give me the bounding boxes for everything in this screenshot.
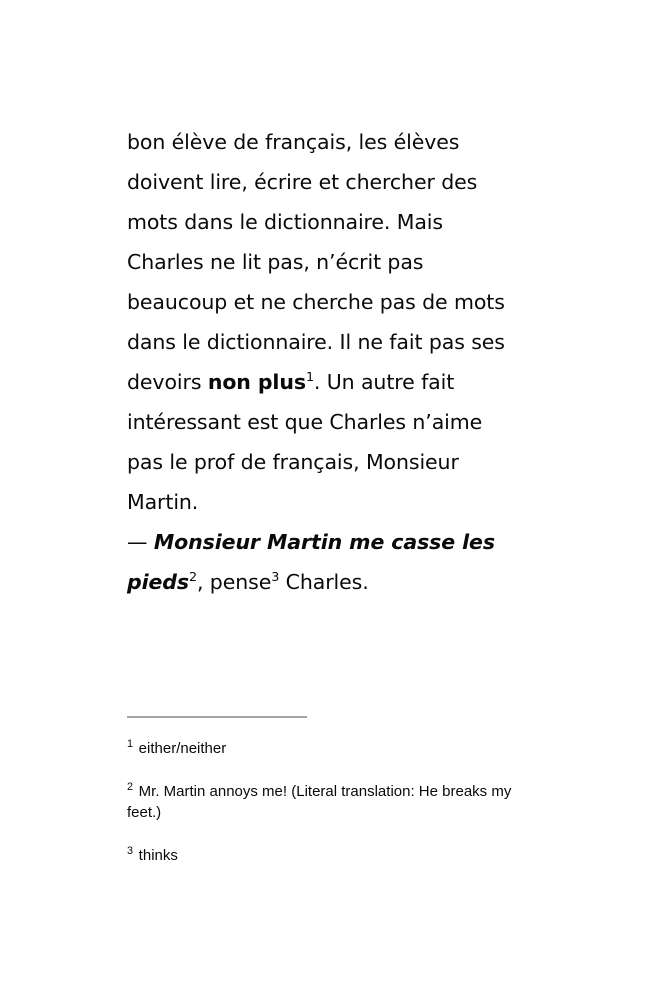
footnote-item	[127, 738, 517, 759]
footnote-list	[127, 738, 517, 866]
dialogue-em-dash: —	[127, 530, 154, 554]
footnote-marker: 2	[127, 781, 134, 793]
paragraph-text-part-1: bon élève de français, les élèves doivent lire, écrire et chercher des mots dans le dictionnaire. Mais Charles ne lit pas, n’écrit pas beaucoup et ne cherche pas de mots dans le dictionnaire. Il ne fait pas ses devoirs	[127, 130, 505, 394]
dialogue-quote-text: Monsieur Martin me casse les pieds	[127, 530, 495, 594]
paragraph-narrative	[127, 122, 521, 522]
footnote-ref-2[interactable]: 2	[188, 569, 197, 585]
footnote-item	[127, 781, 517, 823]
body-text-block	[127, 122, 521, 602]
footnote-text: either/neither	[134, 740, 227, 757]
footnote-marker: 3	[127, 845, 134, 857]
footnote-marker: 1	[127, 738, 134, 750]
emphasis-non-plus: non plus	[207, 370, 306, 394]
dialogue-attribution-part-1: , pense	[196, 570, 272, 594]
footnote-ref-3[interactable]: 3	[271, 569, 280, 585]
paragraph-text-part-2: . Un autre fait intéressant est que Charles n’aime pas le prof de français, Monsieur Martin.	[127, 370, 483, 514]
dialogue-attribution-part-2: Charles.	[279, 570, 369, 594]
footnote-text: Mr. Martin annoys me! (Literal translation: He breaks my feet.)	[127, 783, 512, 821]
footnote-separator-rule	[127, 716, 307, 718]
paragraph-dialogue	[127, 522, 521, 602]
footnote-ref-1[interactable]: 1	[305, 369, 314, 385]
footnote-item	[127, 845, 517, 866]
footnote-text: thinks	[134, 847, 178, 864]
